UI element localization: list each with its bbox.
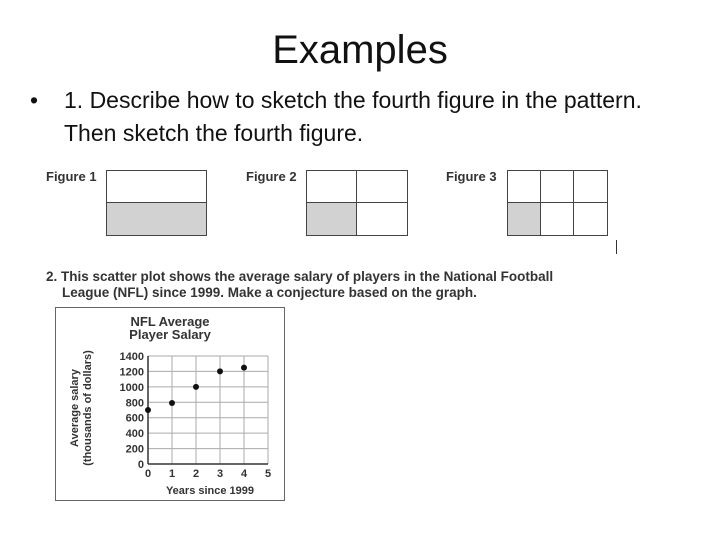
y-axis-label-line-2: (thousands of dollars) (82, 350, 94, 466)
figure-1-cell-r1-c0 (107, 203, 206, 235)
y-tick-label: 0 (137, 459, 144, 471)
question-2-line-1: 2. This scatter plot shows the average salary of players in the National Football (46, 269, 554, 284)
chart-title-line-2: Player Salary (129, 327, 211, 342)
figure-1-cell-r0-c0 (107, 171, 206, 203)
slide-title: Examples (272, 28, 448, 72)
question-2-line-2: League (NFL) since 1999. Make a conjecture based on the graph. (62, 285, 477, 300)
scatter-point (217, 368, 223, 374)
x-tick-label: 1 (168, 468, 176, 480)
y-tick-label: 800 (125, 397, 144, 410)
figure-2-cell-r0-c0 (307, 171, 357, 203)
y-tick-label: 400 (125, 428, 144, 441)
figure-3-cell-r0-c2 (574, 171, 607, 203)
x-tick-label: 2 (192, 468, 200, 480)
y-tick-label: 600 (125, 412, 144, 425)
chart-grid (148, 356, 268, 464)
figure-3-cell-r0-c1 (541, 171, 574, 203)
figure-1-label: Figure 1 (46, 169, 97, 184)
chart-title-line-1: NFL Average (130, 314, 210, 329)
x-tick-label: 4 (240, 468, 248, 480)
y-tick-label: 1400 (119, 351, 144, 363)
scatter-point (169, 400, 175, 406)
chart-ticks (120, 351, 272, 480)
figure-2-cell-r0-c1 (357, 171, 407, 203)
figure-1 (106, 170, 207, 236)
scatter-point (241, 365, 247, 371)
figure-3-cell-r1-c2 (574, 203, 607, 235)
y-tick-label: 1200 (119, 366, 144, 379)
figure-3 (507, 170, 608, 236)
bullet-symbol: • (30, 87, 39, 113)
y-tick-label: 1000 (119, 381, 144, 394)
y-tick-label: 200 (125, 443, 144, 456)
figure-3-cell-r0-c0 (508, 171, 541, 203)
figure-3-label: Figure 3 (446, 169, 497, 184)
scatter-point (145, 407, 151, 413)
figure-3-cell-r1-c0 (508, 203, 541, 235)
scatter-point (193, 384, 199, 390)
bullet-item-1 (30, 84, 670, 150)
figure-2-cell-r1-c0 (307, 203, 357, 235)
x-tick-label: 0 (144, 468, 152, 480)
figure-2-label: Figure 2 (246, 169, 297, 184)
bullet-text: 1. Describe how to sketch the fourth figure in the pattern. Then sketch the fourth figure. (64, 87, 642, 146)
scatter-plot (56, 308, 284, 500)
stray-mark (616, 240, 617, 254)
y-axis-label-line-1: Average salary (69, 369, 81, 447)
figure-3-cell-r1-c1 (541, 203, 574, 235)
scatter-plot-panel (55, 307, 285, 501)
figure-2-cell-r1-c1 (357, 203, 407, 235)
x-tick-label: 3 (216, 468, 224, 480)
x-tick-label: 5 (264, 468, 272, 480)
x-axis-label: Years since 1999 (165, 485, 255, 497)
figure-2 (306, 170, 408, 236)
question-2 (46, 269, 666, 301)
